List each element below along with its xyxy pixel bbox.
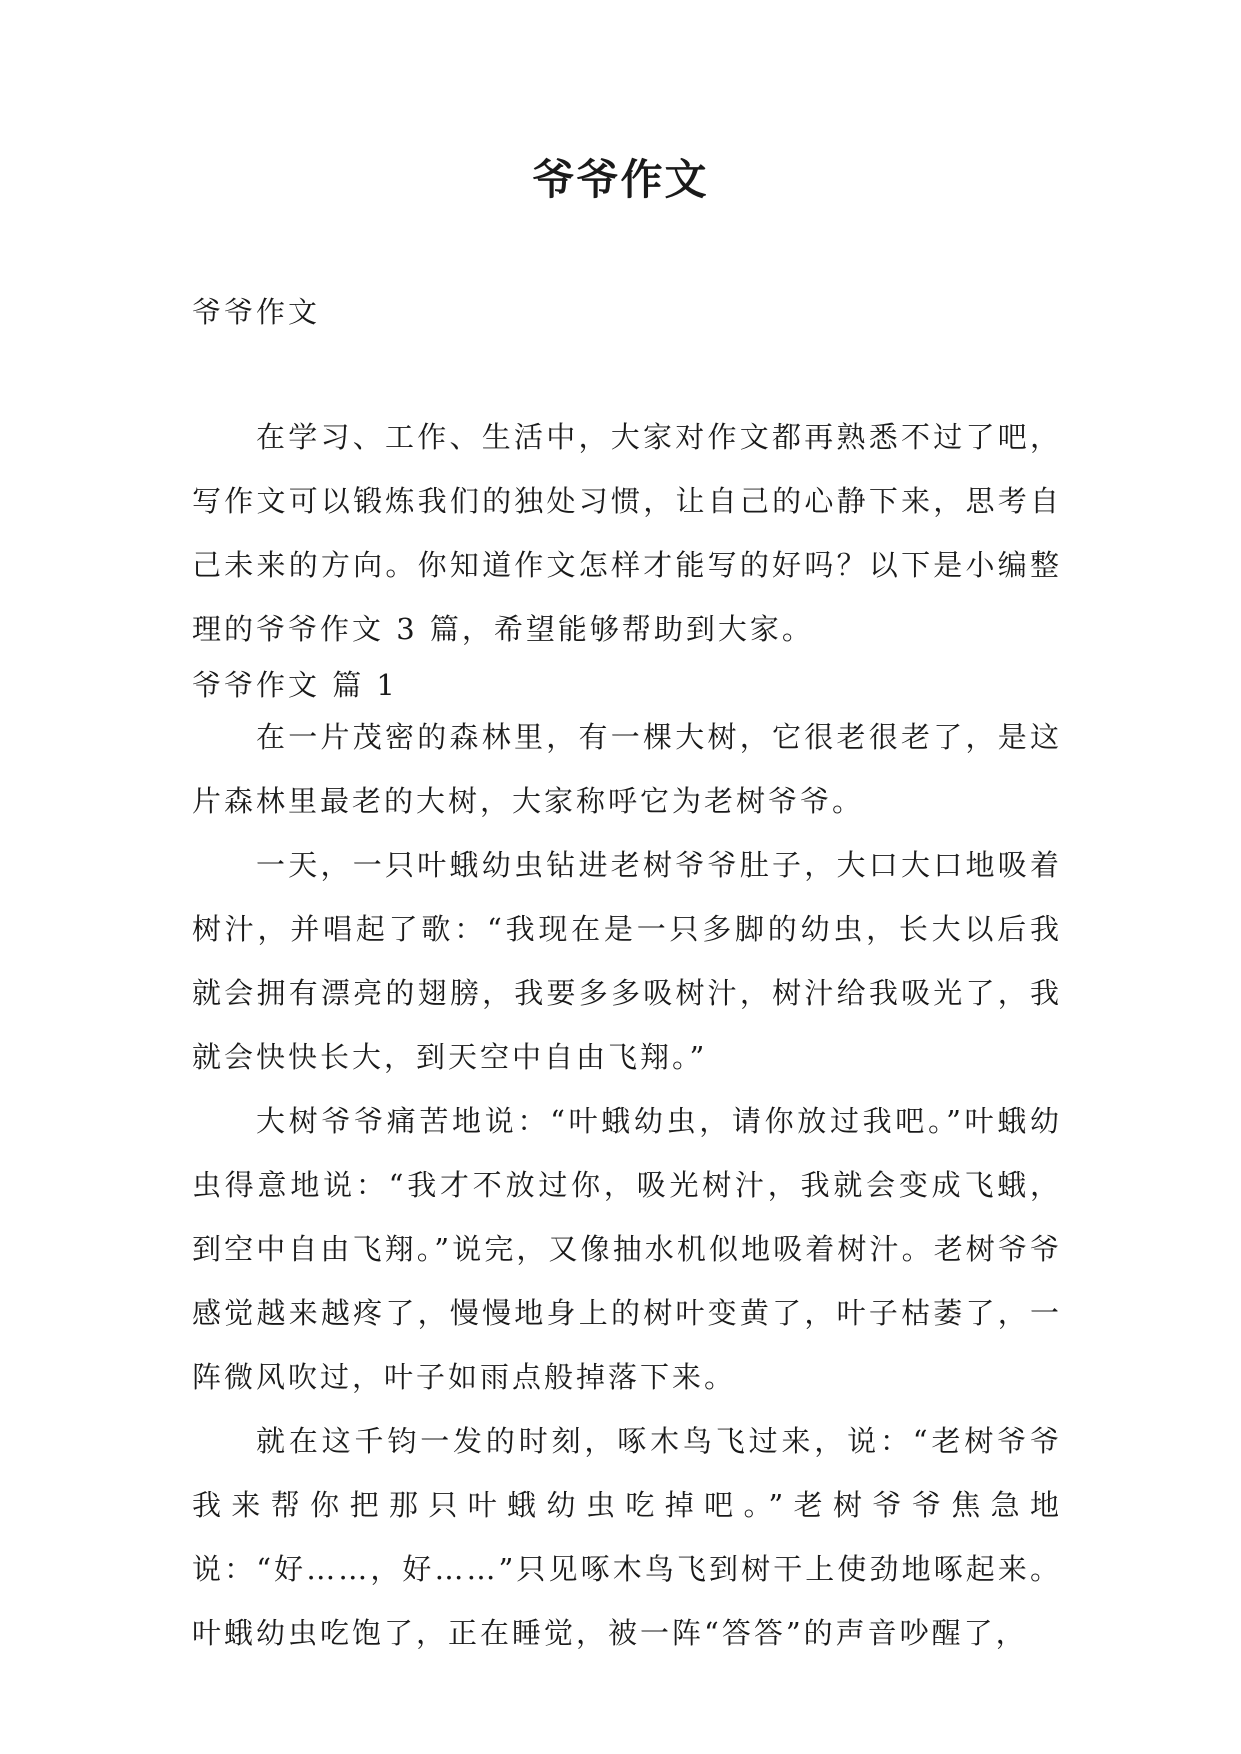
story-paragraph: 在一片茂密的森林里，有一棵大树，它很老很老了，是这片森林里最老的大树，大家称呼它为老树爷爷。: [192, 720, 1062, 818]
intro-paragraph: 在学习、工作、生活中，大家对作文都再熟悉不过了吧，写作文可以锻炼我们的独处习惯，让自己的心静下来，思考自己未来的方向。你知道作文怎样才能写的好吗？以下是小编整理的爷爷作文 3 篇，希望能够帮助到大家。: [192, 420, 1062, 646]
story-paragraph: 大树爷爷痛苦地说：“叶蛾幼虫，请你放过我吧。”叶蛾幼虫得意地说：“我才不放过你，吸光树汁，我就会变成飞蛾，到空中自由飞翔。”说完，又像抽水机似地吸着树汁。老树爷爷感觉越来越疼了，慢慢地身上的树叶变黄了，叶子枯萎了，一阵微风吹过，叶子如雨点般掉落下来。: [192, 1104, 1062, 1394]
document-body: [192, 405, 1062, 1665]
section-heading: 爷爷作文 篇 1: [192, 668, 398, 702]
document-title: 爷爷作文: [532, 155, 709, 204]
document-subtitle: 爷爷作文: [192, 295, 321, 329]
story-paragraph: 就在这千钧一发的时刻，啄木鸟飞过来，说：“老树爷爷我来帮你把那只叶蛾幼虫吃掉吧。”老树爷爷焦急地说：“好……，好……”只见啄木鸟飞到树干上使劲地啄起来。叶蛾幼虫吃饱了，正在睡觉，被一阵“答答”的声音吵醒了，: [192, 1424, 1062, 1650]
story-paragraph: 一天，一只叶蛾幼虫钻进老树爷爷肚子，大口大口地吸着树汁，并唱起了歌：“我现在是一只多脚的幼虫，长大以后我就会拥有漂亮的翅膀，我要多多吸树汁，树汁给我吸光了，我就会快快长大，到天空中自由飞翔。”: [192, 848, 1062, 1074]
